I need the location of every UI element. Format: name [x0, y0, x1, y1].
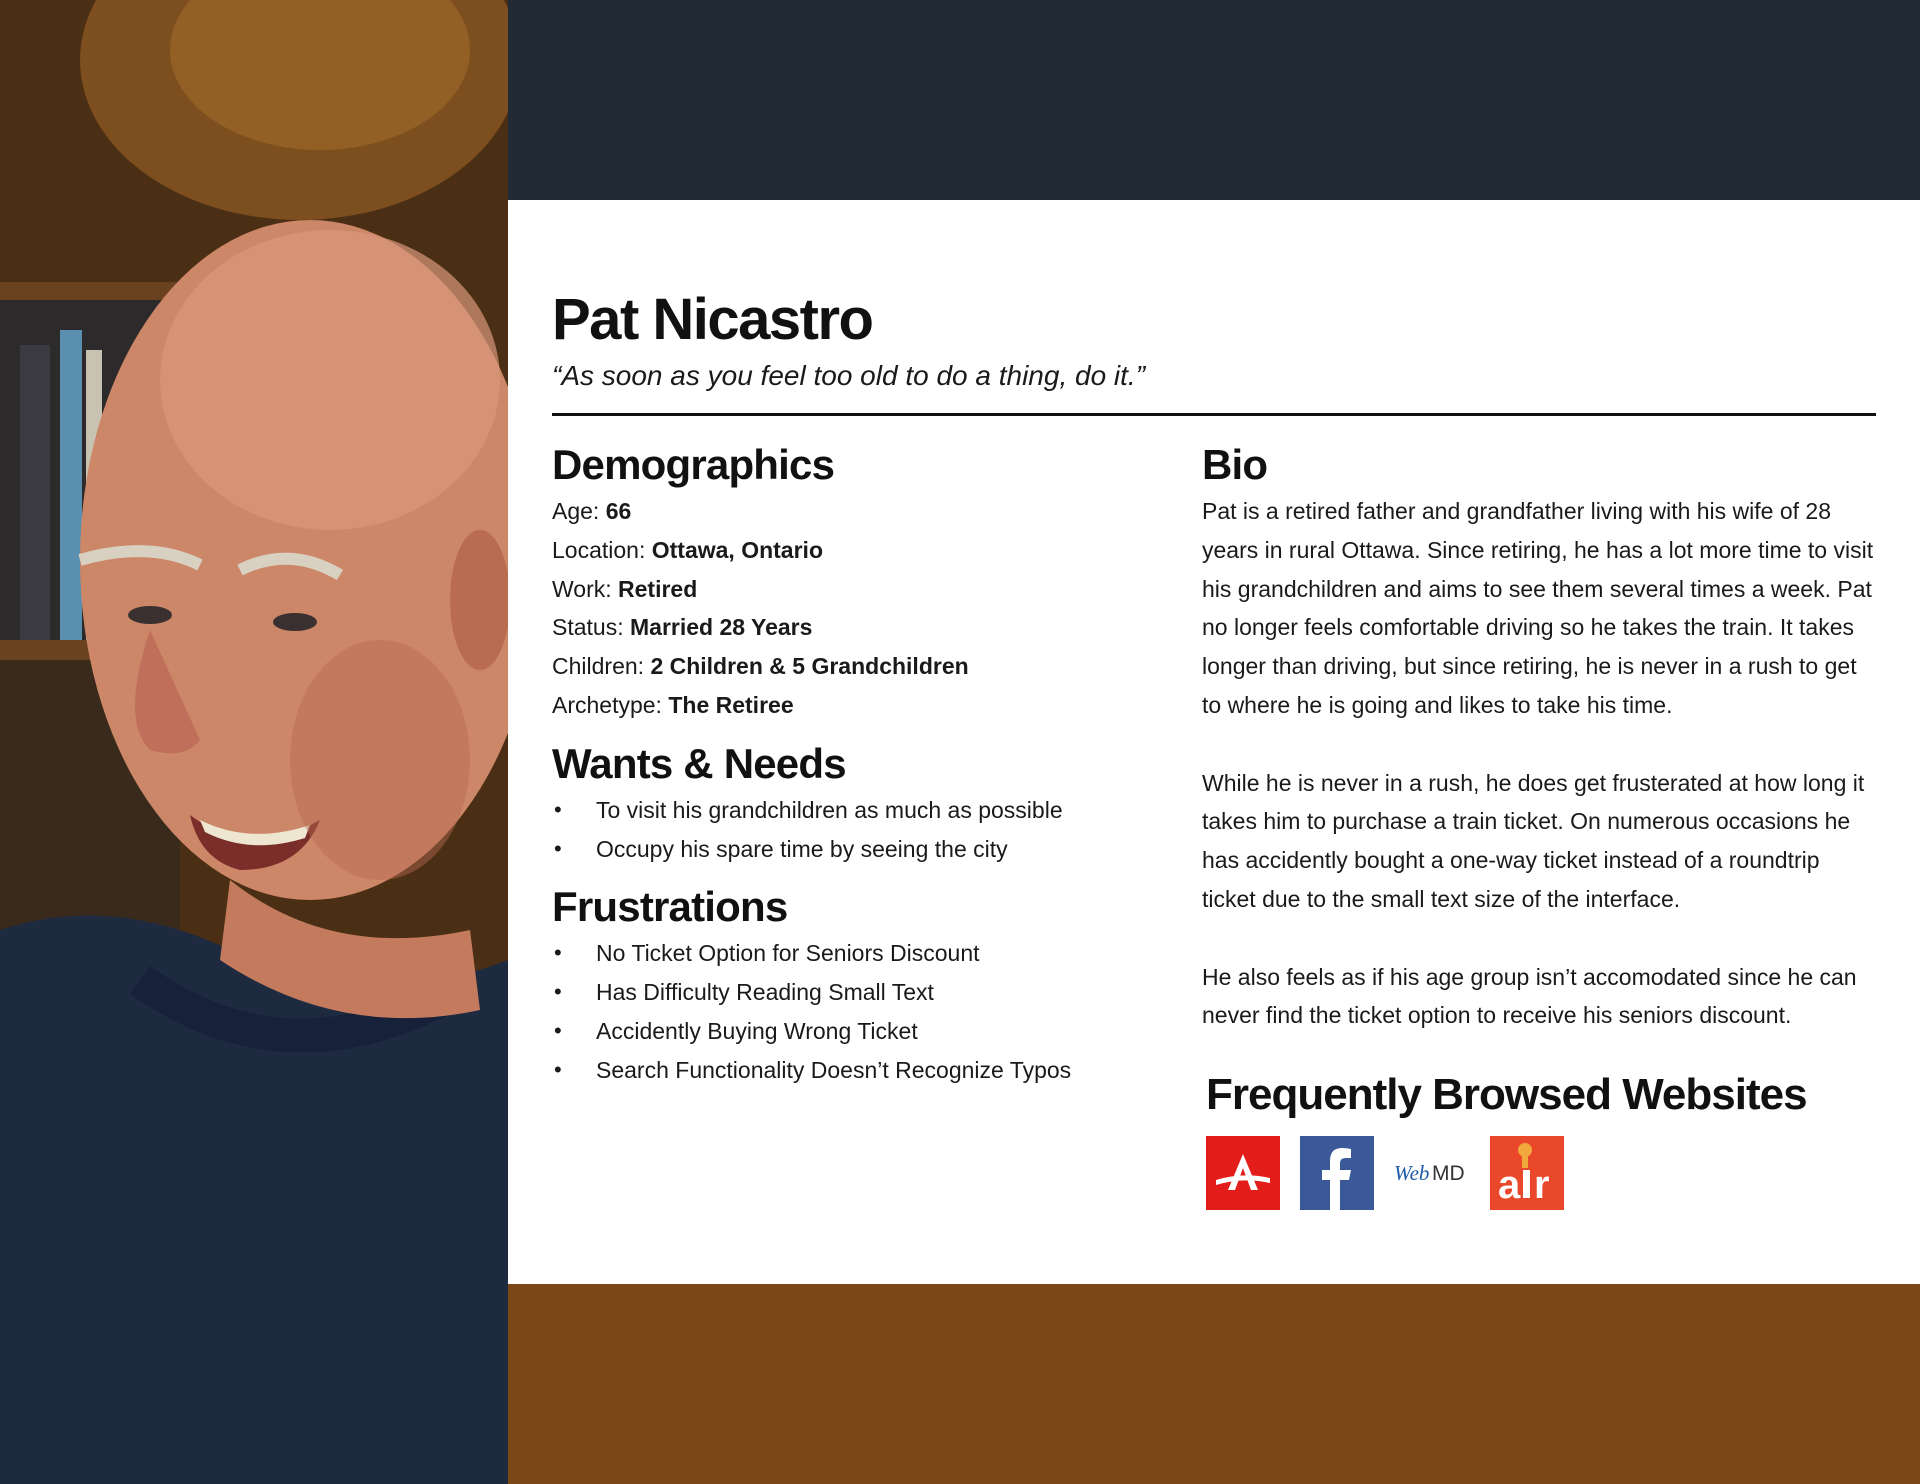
- demographic-status: Status: Married 28 Years: [552, 614, 813, 641]
- bio-section: [1202, 438, 1878, 1074]
- persona-card: [552, 200, 1878, 1284]
- bio-paragraph: While he is never in a rush, he does get frusterated at how long it takes him to purchase a train ticket. On numerous occasions he has accidently bought a one-way ticket instead of a roundtrip ticket due to the small text size of the interface.: [1202, 769, 1865, 912]
- left-column: [552, 438, 1152, 1090]
- divider: [552, 413, 1876, 416]
- facebook-logo-icon[interactable]: [1300, 1136, 1374, 1210]
- bio-heading: Bio: [1202, 441, 1268, 488]
- webmd-logo-icon[interactable]: [1394, 1136, 1470, 1210]
- websites-heading: Frequently Browsed Websites: [1206, 1070, 1807, 1119]
- demographic-archetype: Archetype: The Retiree: [552, 691, 794, 718]
- persona-name: Pat Nicastro: [552, 287, 873, 352]
- allrecipes-logo-icon[interactable]: [1490, 1136, 1564, 1210]
- frustrations-list: [552, 934, 1152, 1089]
- list-item: • Accidently Buying Wrong Ticket: [552, 1012, 1152, 1051]
- svg-text:Web: Web: [1394, 1161, 1430, 1185]
- websites-logos: [1206, 1136, 1564, 1210]
- list-item: • No Ticket Option for Seniors Discount: [552, 934, 1152, 973]
- list-item: • Search Functionality Doesn’t Recognize Typos: [552, 1051, 1152, 1090]
- demographic-location: Location: Ottawa, Ontario: [552, 536, 823, 563]
- list-item: • Has Difficulty Reading Small Text: [552, 973, 1152, 1012]
- wants-needs-list: [552, 791, 1152, 869]
- bio-paragraph: Pat is a retired father and grandfather living with his wife of 28 years in rural Ottawa. Since retiring, he has a lot more time to visit his grandchildren and aims to see them several times a week. Pat no longer feels comfortable driving so he takes the train. It takes longer than driving, but since retiring, he is never in a rush to get to where he is going and likes to take his time.: [1202, 498, 1874, 718]
- aarp-logo-icon[interactable]: [1206, 1136, 1280, 1210]
- header-band: [508, 0, 1920, 200]
- svg-text:a: a: [1498, 1163, 1521, 1207]
- svg-text:r: r: [1534, 1163, 1550, 1207]
- bio-paragraph: He also feels as if his age group isn’t accomodated since he can never find the ticket option to receive his seniors discount.: [1202, 963, 1857, 1029]
- persona-quote: “As soon as you feel too old to do a thing, do it.”: [552, 360, 1146, 391]
- persona-photo: [0, 0, 508, 1484]
- footer-band: [508, 1284, 1920, 1484]
- wants-needs-heading: Wants & Needs: [552, 739, 846, 787]
- list-item: • To visit his grandchildren as much as possible: [552, 791, 1152, 830]
- demographics-heading: Demographics: [552, 441, 835, 488]
- demographic-age: Age: 66: [552, 498, 632, 524]
- frustrations-heading: Frustrations: [552, 883, 788, 931]
- svg-text:MD: MD: [1432, 1162, 1465, 1185]
- demographics-list: [552, 492, 1152, 725]
- demographic-work: Work: Retired: [552, 575, 698, 602]
- list-item: • Occupy his spare time by seeing the city: [552, 830, 1152, 869]
- demographic-children: Children: 2 Children & 5 Grandchildren: [552, 653, 969, 680]
